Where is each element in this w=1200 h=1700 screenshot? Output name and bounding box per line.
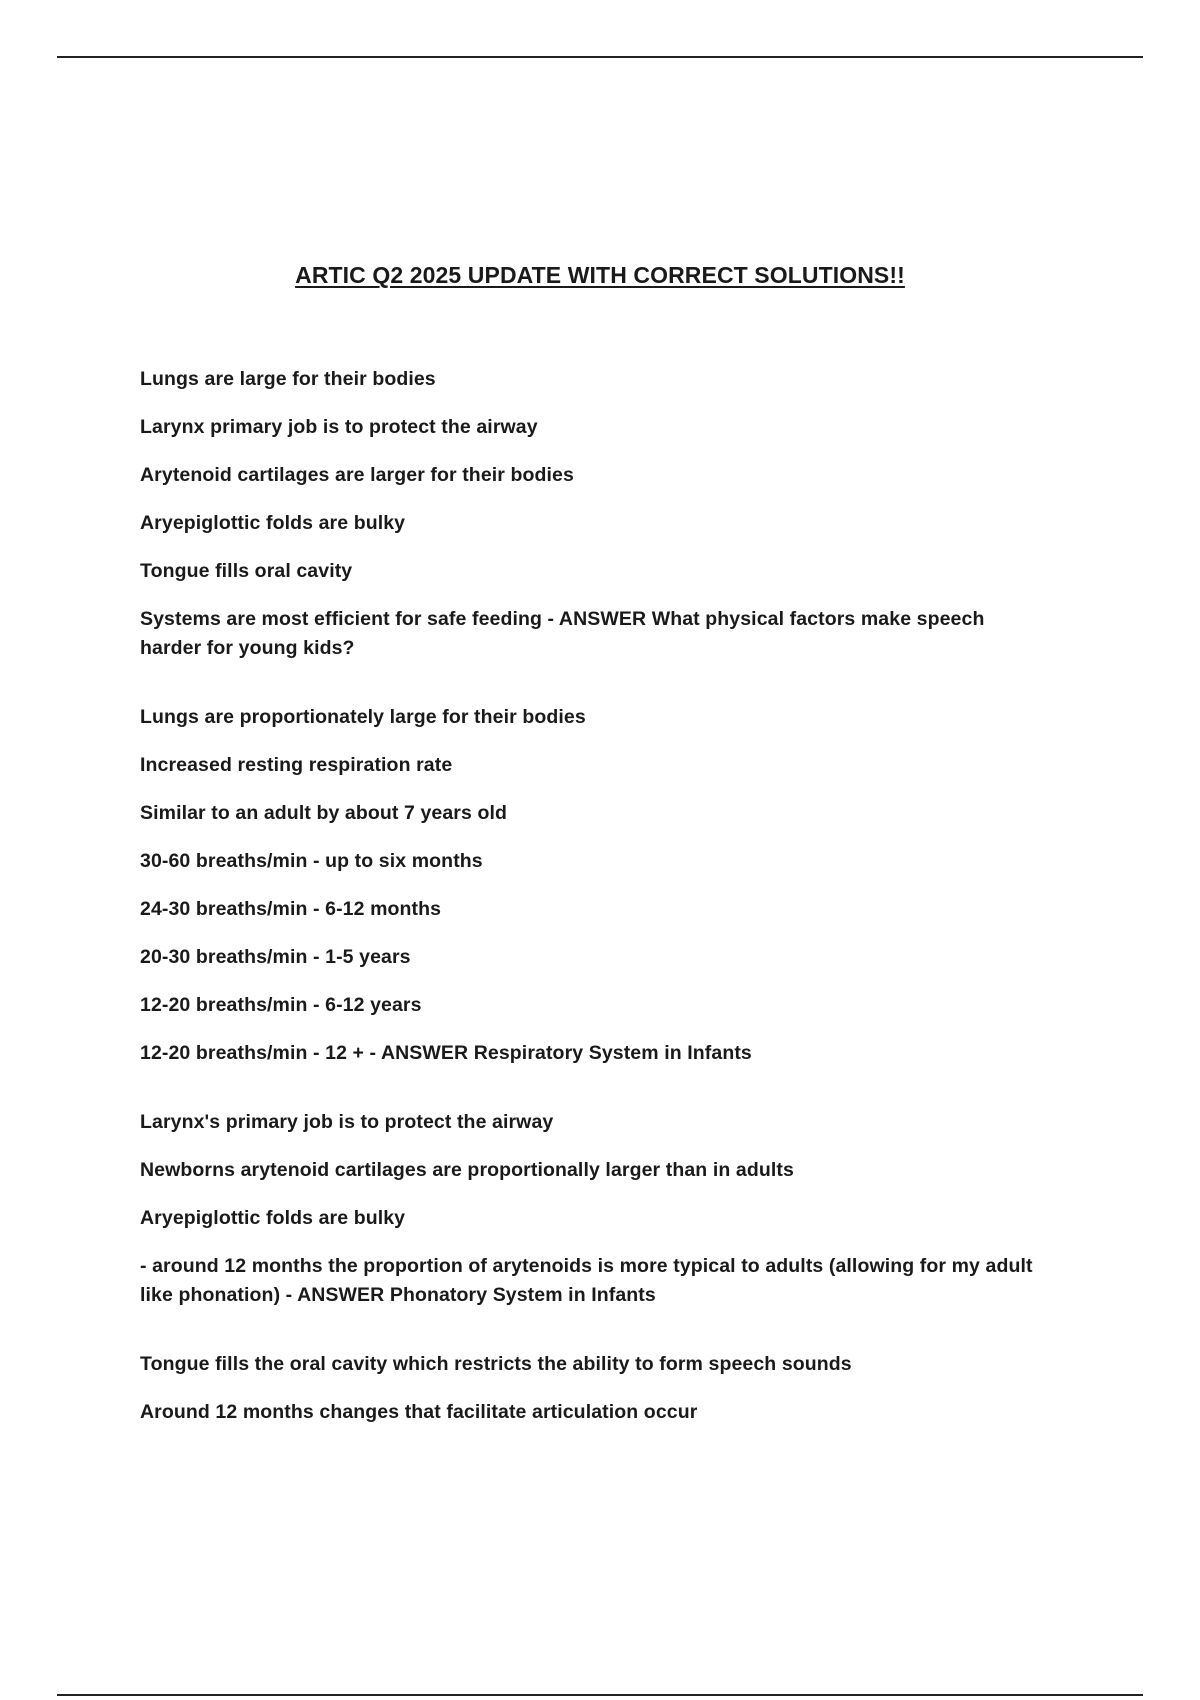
answer-block-2 xyxy=(140,703,1040,1068)
text-line: Tongue fills the oral cavity which restricts the ability to form speech sounds xyxy=(140,1353,852,1375)
text-line: Larynx primary job is to protect the airway xyxy=(140,416,538,438)
text-line: Larynx's primary job is to protect the airway xyxy=(140,1111,554,1133)
text-line: Lungs are large for their bodies xyxy=(140,368,436,390)
text-line: Arytenoid cartilages are larger for their bodies xyxy=(140,464,574,486)
text-line: Systems are most efficient for safe feeding - ANSWER What physical factors make speech harder for young kids? xyxy=(140,608,985,659)
answer-block-4 xyxy=(140,1350,1040,1427)
bottom-rule xyxy=(57,1694,1143,1696)
top-rule xyxy=(57,56,1143,58)
text-line: Tongue fills oral cavity xyxy=(140,560,353,582)
text-line: 20-30 breaths/min - 1-5 years xyxy=(140,946,411,968)
text-line: Newborns arytenoid cartilages are proportionally larger than in adults xyxy=(140,1159,794,1181)
text-line: 12-20 breaths/min - 12 + - ANSWER Respiratory System in Infants xyxy=(140,1042,752,1064)
document-title: ARTIC Q2 2025 UPDATE WITH CORRECT SOLUTIONS!! xyxy=(295,262,905,288)
text-line: Similar to an adult by about 7 years old xyxy=(140,802,507,824)
text-line: Around 12 months changes that facilitate articulation occur xyxy=(140,1401,698,1423)
text-line: 24-30 breaths/min - 6-12 months xyxy=(140,898,442,920)
text-line: 12-20 breaths/min - 6-12 years xyxy=(140,994,422,1016)
answer-block-3 xyxy=(140,1108,1040,1310)
answer-block-1 xyxy=(140,365,1040,663)
text-line: Increased resting respiration rate xyxy=(140,754,453,776)
text-line: Lungs are proportionately large for their bodies xyxy=(140,706,586,728)
text-line: Aryepiglottic folds are bulky xyxy=(140,512,406,534)
text-line: - around 12 months the proportion of arytenoids is more typical to adults (allowing for my adult like phonation) - ANSWER Phonatory System in Infants xyxy=(140,1255,1033,1306)
text-line: 30-60 breaths/min - up to six months xyxy=(140,850,483,872)
text-line: Aryepiglottic folds are bulky xyxy=(140,1207,406,1229)
document-body xyxy=(140,365,1040,1467)
